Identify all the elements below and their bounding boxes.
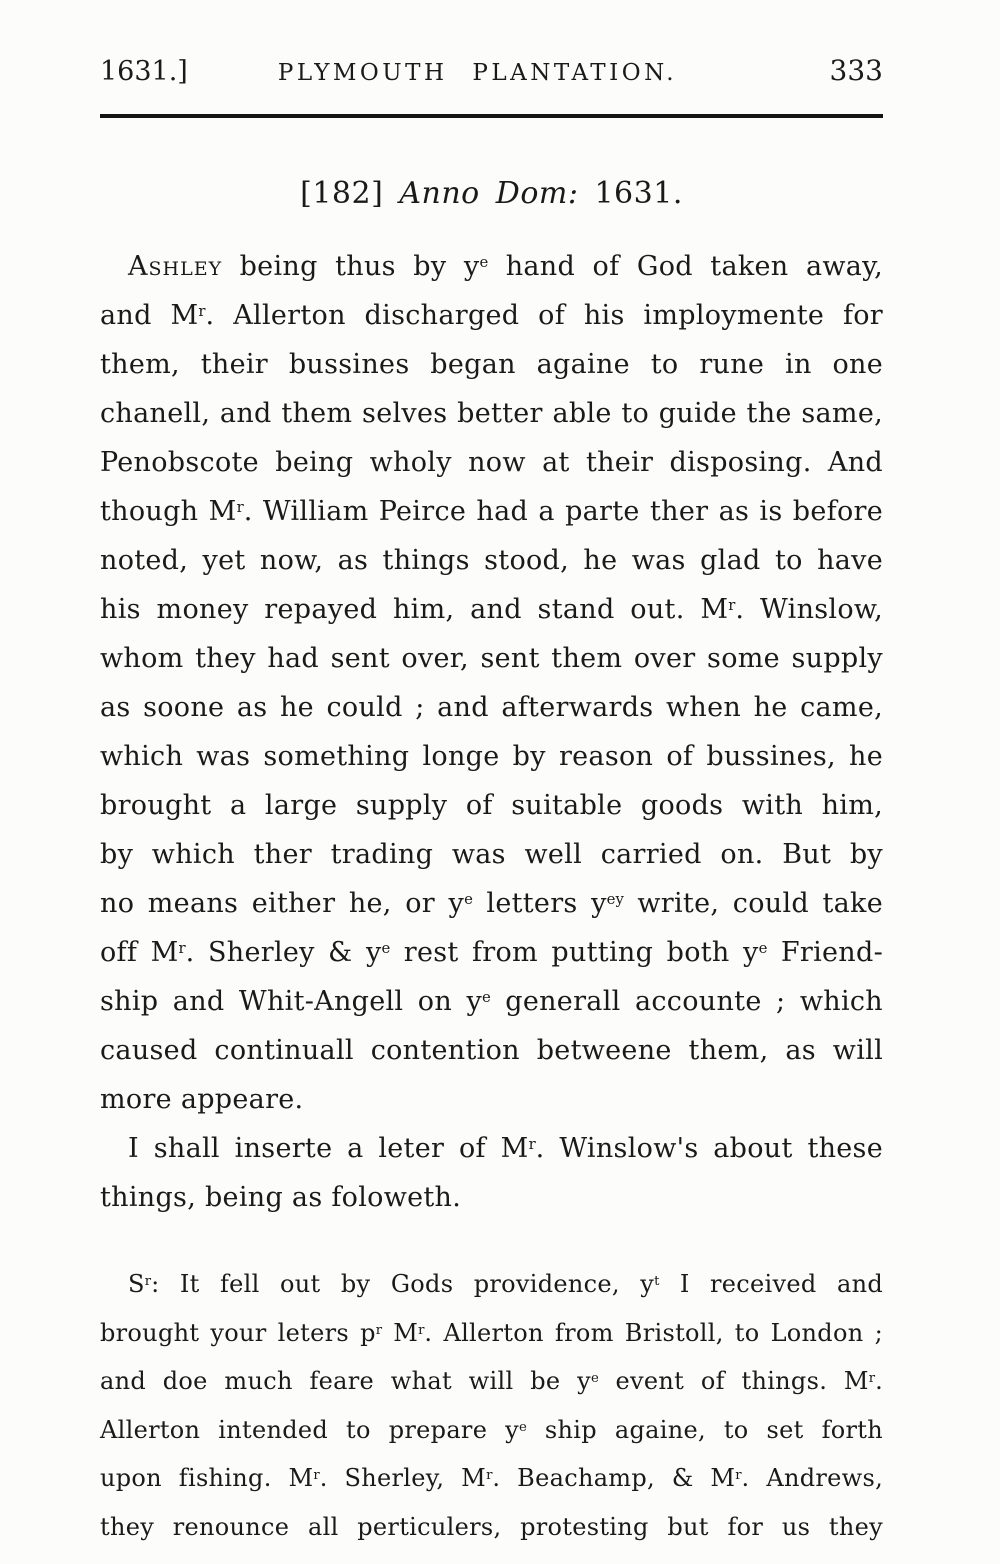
- text-line: though $M^r$. William Peirce had a parte ther as is before: [100, 496, 883, 527]
- letter-paragraph: [100, 1260, 883, 1551]
- text-line: them, their bussines began againe to rune in one: [100, 349, 883, 380]
- text-line: brought a large supply of suitable goods with him,: [100, 790, 883, 821]
- text-line: Ashley being thus by $y^e$ hand of God taken away,: [128, 251, 884, 282]
- opening-paragraph: [100, 242, 883, 1124]
- text-line: noted, yet now, as things stood, he was glad to have: [100, 545, 883, 576]
- running-header: [100, 54, 883, 90]
- section-title: [182] Anno Dom: 1631.: [300, 176, 683, 211]
- header-running-title: PLYMOUTH PLANTATION.: [277, 60, 678, 86]
- text-line: things, being as foloweth.: [100, 1182, 462, 1213]
- header-rule: [100, 114, 883, 118]
- text-line: ship and Whit-Angell on $y^e$ generall accounte ; which: [100, 986, 883, 1017]
- text-line: and doe much feare what will be $y^e$ event of things. $M^r$.: [100, 1367, 884, 1395]
- text-line: brought your leters $p^r$ $M^r$. Allerton from Bristoll, to London ;: [100, 1318, 883, 1347]
- text-line: $S^r$: It fell out by Gods providence, $y^t$ I received and: [128, 1270, 883, 1298]
- text-line: as soone as he could ; and afterwards when he came,: [100, 692, 883, 723]
- header-year: 1631.]: [100, 56, 188, 87]
- text-line: his money repayed him, and stand out. $M^r$. Winslow,: [100, 594, 883, 625]
- text-line: Penobscote being wholy now at their disposing. And: [100, 447, 883, 478]
- text-line: upon fishing. $M^r$. Sherley, $M^r$. Beachamp, & $M^r$. Andrews,: [100, 1464, 884, 1492]
- text-line: off $M^r$. Sherley & $y^e$ rest from putting both $y^e$ Friend-: [100, 937, 883, 968]
- transition-paragraph: [100, 1124, 883, 1222]
- text-line: I shall inserte a leter of $M^r$. Winslow's about these: [128, 1133, 883, 1164]
- text-line: Allerton intended to prepare $y^e$ ship againe, to set forth: [100, 1415, 883, 1444]
- text-line: by which ther trading was well carried on. But by: [100, 839, 883, 870]
- text-line: which was something longe by reason of bussines, he: [100, 741, 883, 772]
- text-line: whom they had sent over, sent them over some supply: [100, 643, 883, 674]
- text-line: more appeare.: [100, 1084, 304, 1115]
- page-body: [100, 242, 883, 1551]
- text-line: they renounce all perticulers, protesting but for us they: [100, 1512, 883, 1541]
- text-line: and $M^r$. Allerton discharged of his imploymente for: [100, 300, 884, 331]
- text-line: caused continuall contention betweene them, as will: [100, 1035, 883, 1066]
- text-line: no means either he, or $y^e$ letters $y^{ey}$ write, could take: [100, 888, 883, 919]
- text-line: chanell, and them selves better able to guide the same,: [100, 398, 883, 429]
- header-page-number: 333: [829, 54, 883, 87]
